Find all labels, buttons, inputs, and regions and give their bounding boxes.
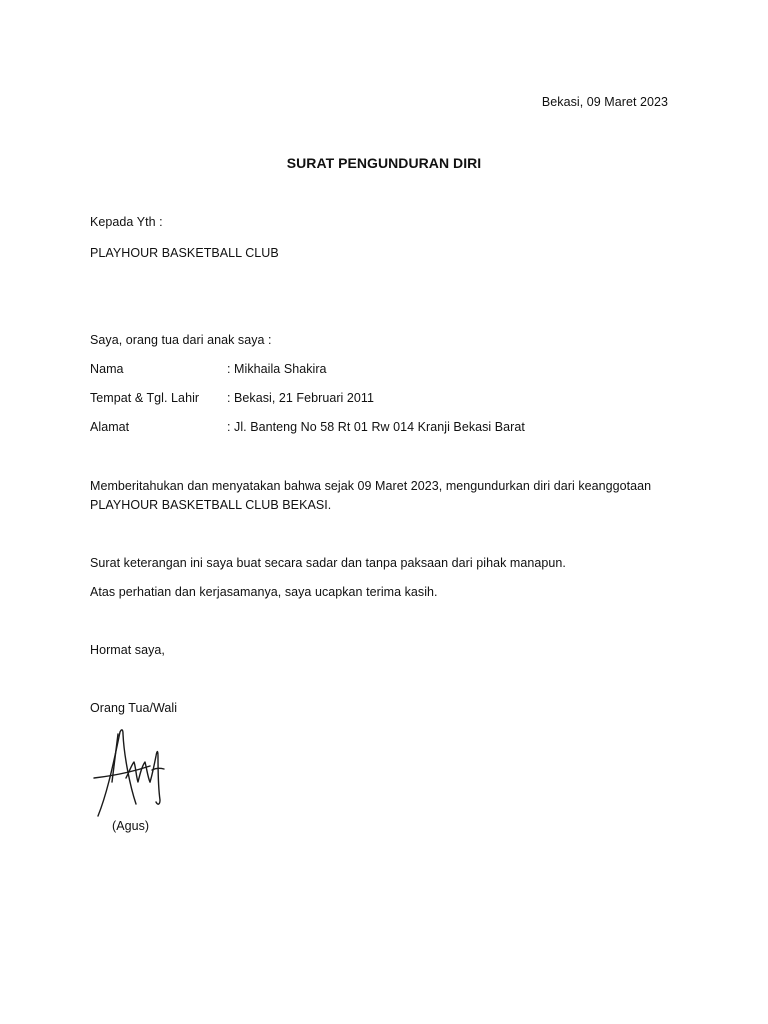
recipient-label: Kepada Yth : [90, 215, 163, 229]
detail-value-address: : Jl. Banteng No 58 Rt 01 Rw 014 Kranji Bekasi Barat [227, 420, 525, 434]
detail-label-birth: Tempat & Tgl. Lahir [90, 391, 200, 405]
body-line-1: Memberitahukan dan menyatakan bahwa sejak 09 Maret 2023, mengundurkan diri dari keanggotaan [90, 479, 652, 493]
recipient-name: PLAYHOUR BASKETBALL CLUB [90, 246, 279, 260]
detail-label-name: Nama [90, 362, 124, 376]
signer-role: Orang Tua/Wali [90, 701, 178, 715]
thanks-text: Atas perhatian dan kerjasamanya, saya ucapkan terima kasih. [90, 585, 438, 599]
statement-text: Surat keterangan ini saya buat secara sadar dan tanpa paksaan dari pihak manapun. [90, 556, 566, 570]
detail-value-birth: : Bekasi, 21 Februari 2011 [227, 391, 374, 405]
place-date: Bekasi, 09 Maret 2023 [541, 95, 668, 109]
intro-text: Saya, orang tua dari anak saya : [90, 333, 272, 347]
signer-name: (Agus) [112, 819, 150, 833]
detail-value-name: : Mikhaila Shakira [227, 362, 327, 376]
handwritten-signature [92, 726, 172, 826]
body-line-2: PLAYHOUR BASKETBALL CLUB BEKASI. [90, 498, 332, 512]
detail-label-address: Alamat [90, 420, 130, 434]
letter-title: SURAT PENGUNDURAN DIRI [286, 155, 482, 171]
closing-text: Hormat saya, [90, 643, 165, 657]
